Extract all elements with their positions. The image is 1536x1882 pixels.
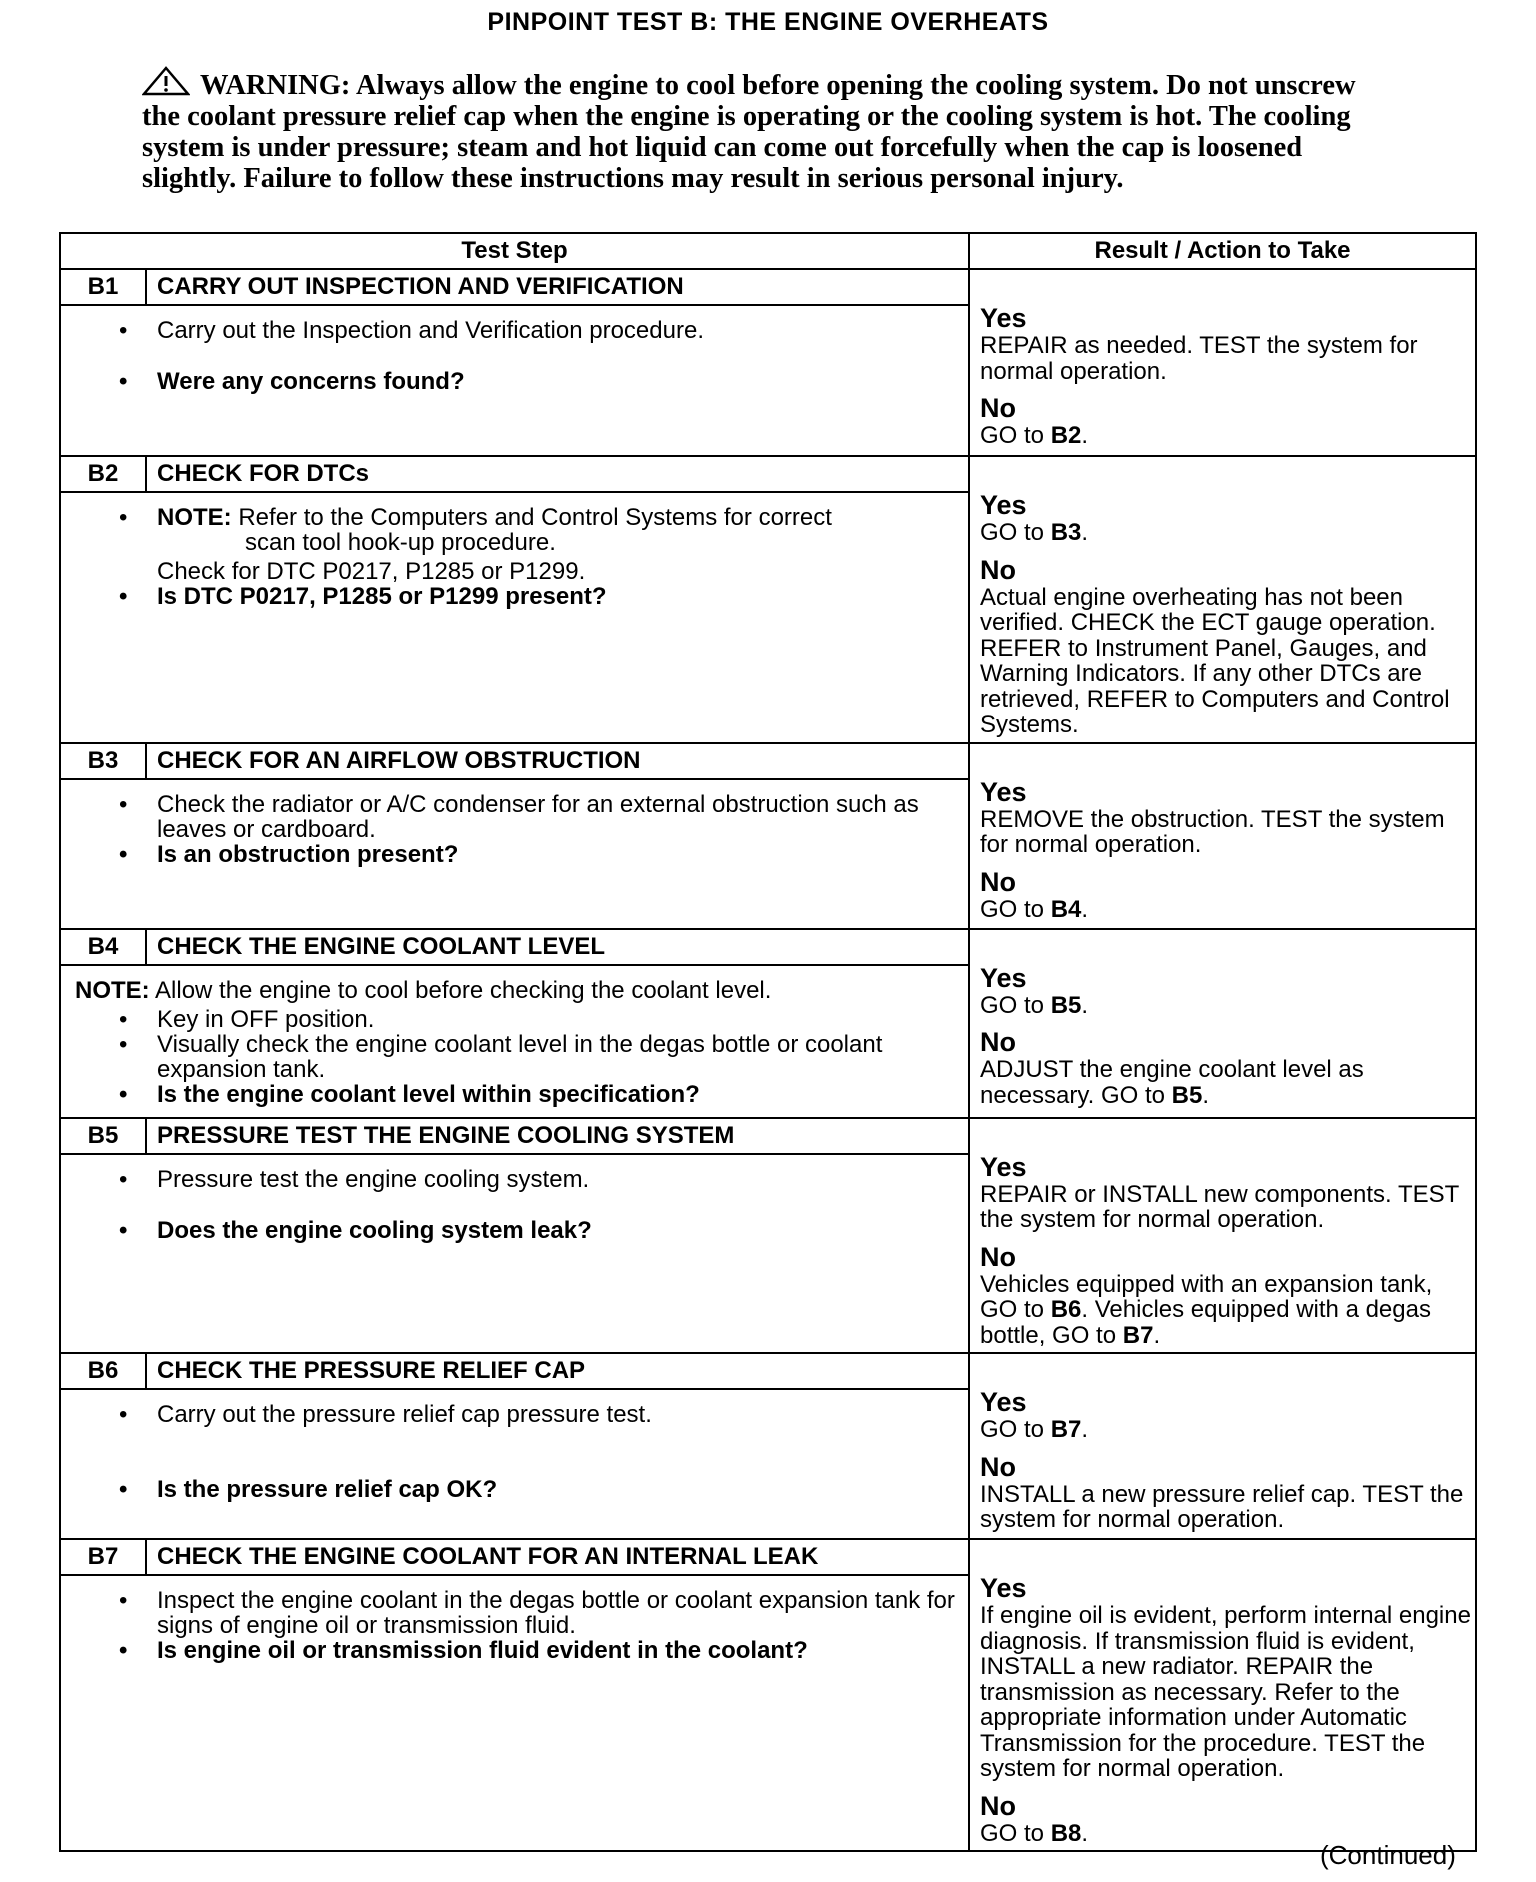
step-question: • Does the engine cooling system leak? <box>119 1216 592 1244</box>
yes-ref: B7 <box>1050 1416 1082 1443</box>
step-result: Yes REMOVE the obstruction. TEST the system for normal operation. No GO to B4. <box>969 743 1476 929</box>
list-item: • Carry out the Inspection and Verification procedure. <box>119 317 704 344</box>
yes-label: Yes <box>980 1573 1027 1603</box>
step-body <box>60 305 969 456</box>
step-row-b6 <box>60 1353 1476 1389</box>
step-row-b1 <box>60 269 1476 305</box>
step-result: Yes REPAIR as needed. TEST the system for normal operation. No GO to B2. <box>969 269 1476 456</box>
header-test-step: Test Step <box>60 233 969 269</box>
yes-text: REPAIR as needed. TEST the system for normal operation. <box>980 332 1418 385</box>
yes-text: If engine oil is evident, perform internal engine diagnosis. If transmission fluid is evident, INSTALL a new radiator. REPAIR the transmission as necessary. Refer to the appropriate information under Automatic Transmission for the procedure. TEST the system for normal operation. <box>980 1602 1471 1782</box>
yes-text: GO to <box>980 1416 1045 1443</box>
no-text: INSTALL a new pressure relief cap. TEST the system for normal operation. <box>980 1480 1464 1533</box>
step-question: • Is the engine coolant level within specification? <box>119 1080 700 1108</box>
no-label: No <box>980 866 1016 897</box>
step-body <box>60 965 969 1118</box>
note-item: NOTE: Allow the engine to cool before checking the coolant level. <box>75 976 772 1004</box>
no-ref: B8 <box>1050 1819 1082 1847</box>
step-heading: PRESSURE TEST THE ENGINE COOLING SYSTEM <box>146 1118 969 1154</box>
no-label: No <box>980 1790 1016 1821</box>
list-item: • Pressure test the engine cooling system. <box>119 1165 590 1193</box>
step-result: Yes If engine oil is evident, perform internal engine diagnosis. If transmission fluid is evident, INSTALL a new radiator. REPAIR the transmission as necessary. Refer to the appropriate information under Automatic Transmission for the procedure. TEST the system for normal operation. No GO to B8. <box>969 1539 1476 1851</box>
no-text: . Vehicles equipped with a degas bottle, GO to <box>980 1296 1431 1349</box>
page-title: PINPOINT TEST B: THE ENGINE OVERHEATS <box>487 8 1049 36</box>
no-text: Actual engine overheating has not been verified. CHECK the ECT gauge operation. REFER to Instrument Panel, Gauges, and Warning Indicators. If any other DTCs are retrieved, REFER to Computers and Control Systems. <box>980 583 1450 738</box>
list-item: • Key in OFF position. <box>119 1005 375 1033</box>
yes-text: REPAIR or INSTALL new components. TEST the system for normal operation. <box>980 1180 1459 1233</box>
step-heading: CHECK THE ENGINE COOLANT LEVEL <box>146 929 969 965</box>
no-ref: B2 <box>1050 422 1082 449</box>
step-heading: CHECK THE PRESSURE RELIEF CAP <box>146 1353 969 1389</box>
step-question: • Is DTC P0217, P1285 or P1299 present? <box>119 583 607 611</box>
yes-label: Yes <box>980 776 1027 807</box>
no-label: No <box>980 393 1016 423</box>
no-label: No <box>980 554 1016 585</box>
yes-label: Yes <box>980 303 1027 333</box>
yes-ref: B3 <box>1050 519 1082 546</box>
step-heading: CARRY OUT INSPECTION AND VERIFICATION <box>146 269 969 305</box>
continued-label: (Continued) <box>1320 1840 1456 1870</box>
step-heading: CHECK FOR DTCs <box>146 456 969 492</box>
step-question: • Is engine oil or transmission fluid evident in the coolant? <box>119 1637 808 1664</box>
step-id: B2 <box>60 456 146 492</box>
step-id: B1 <box>60 269 146 305</box>
warning-block <box>142 66 1392 194</box>
step-row-b7 <box>60 1539 1476 1575</box>
step-heading: CHECK THE ENGINE COOLANT FOR AN INTERNAL LEAK <box>146 1539 969 1575</box>
no-text: GO to <box>980 895 1045 923</box>
check-text: Check for DTC P0217, P1285 or P1299. <box>157 558 586 586</box>
step-result: Yes GO to B5. No ADJUST the engine coolant level as necessary. GO to B5. <box>969 929 1476 1118</box>
step-question: • Were any concerns found? <box>119 368 465 395</box>
warning-text: WARNING: Always allow the engine to cool before opening the cooling system. Do not unscrew the coolant pressure relief cap when the engine is operating or the cooling system is hot. The cooling system is under pressure; steam and hot liquid can come out forcefully when the cap is loosened slightly. Failure to follow these instructions may result in serious personal injury. <box>142 70 1356 194</box>
no-ref: B4 <box>1050 895 1082 923</box>
no-text: Vehicles equipped with an expansion tank, GO to <box>980 1270 1433 1323</box>
step-question: • Is the pressure relief cap OK? <box>119 1476 498 1503</box>
list-item: • Carry out the pressure relief cap pressure test. <box>119 1401 652 1428</box>
note-item: • NOTE: Refer to the Computers and Control Systems for correct <box>119 504 832 532</box>
step-id: B5 <box>60 1118 146 1154</box>
warning-triangle-icon <box>142 66 190 96</box>
yes-label: Yes <box>980 962 1027 993</box>
yes-text: GO to <box>980 991 1045 1019</box>
step-id: B4 <box>60 929 146 965</box>
no-text: GO to <box>980 1819 1045 1847</box>
yes-label: Yes <box>980 490 1027 520</box>
step-id: B7 <box>60 1539 146 1575</box>
header-result: Result / Action to Take <box>969 233 1476 269</box>
pinpoint-test-table <box>59 232 1477 1852</box>
step-result: Yes GO to B7. No INSTALL a new pressure relief cap. TEST the system for normal operation. <box>969 1353 1476 1539</box>
step-id: B6 <box>60 1353 146 1389</box>
list-item: • Check the radiator or A/C condenser for an external obstruction such as leaves or cardboard. <box>119 790 919 843</box>
list-item: • Visually check the engine coolant level in the degas bottle or coolant expansion tank. <box>119 1030 883 1083</box>
note-continuation: scan tool hook-up procedure. <box>245 529 556 557</box>
no-label: No <box>980 1451 1016 1482</box>
step-row-b2 <box>60 456 1476 492</box>
step-heading: CHECK FOR AN AIRFLOW OBSTRUCTION <box>146 743 969 779</box>
yes-ref: B5 <box>1050 991 1082 1019</box>
table-header-row <box>60 233 1476 269</box>
list-item: • Inspect the engine coolant in the degas bottle or coolant expansion tank for signs of engine oil or transmission fluid. <box>119 1587 955 1639</box>
step-body <box>60 1575 969 1851</box>
no-ref: B7 <box>1122 1321 1154 1349</box>
step-result: Yes REPAIR or INSTALL new components. TEST the system for normal operation. No Vehicles equipped with an expansion tank, GO to B6. Vehicles equipped with a degas bottle, GO to B7. <box>969 1118 1476 1354</box>
yes-text: REMOVE the obstruction. TEST the system for normal operation. <box>980 805 1445 858</box>
step-row-b5 <box>60 1118 1476 1154</box>
no-text: GO to <box>980 422 1045 449</box>
no-text: ADJUST the engine coolant level as necessary. GO to <box>980 1056 1364 1109</box>
no-label: No <box>980 1027 1016 1057</box>
yes-label: Yes <box>980 1387 1027 1417</box>
step-result: Yes GO to B3. No Actual engine overheating has not been verified. CHECK the ECT gauge operation. REFER to Instrument Panel, Gauges, and Warning Indicators. If any other DTCs are retrieved, REFER to Computers and Control Systems. <box>969 456 1476 743</box>
step-body <box>60 779 969 929</box>
yes-text: GO to <box>980 519 1045 546</box>
no-label: No <box>980 1241 1016 1272</box>
step-body <box>60 492 969 742</box>
step-body <box>60 1154 969 1353</box>
step-row-b3 <box>60 743 1476 779</box>
step-body <box>60 1389 969 1539</box>
no-ref: B6 <box>1050 1296 1082 1323</box>
step-id: B3 <box>60 743 146 779</box>
step-row-b4 <box>60 929 1476 965</box>
no-ref: B5 <box>1171 1081 1203 1109</box>
step-question: • Is an obstruction present? <box>119 840 459 868</box>
yes-label: Yes <box>980 1151 1027 1182</box>
